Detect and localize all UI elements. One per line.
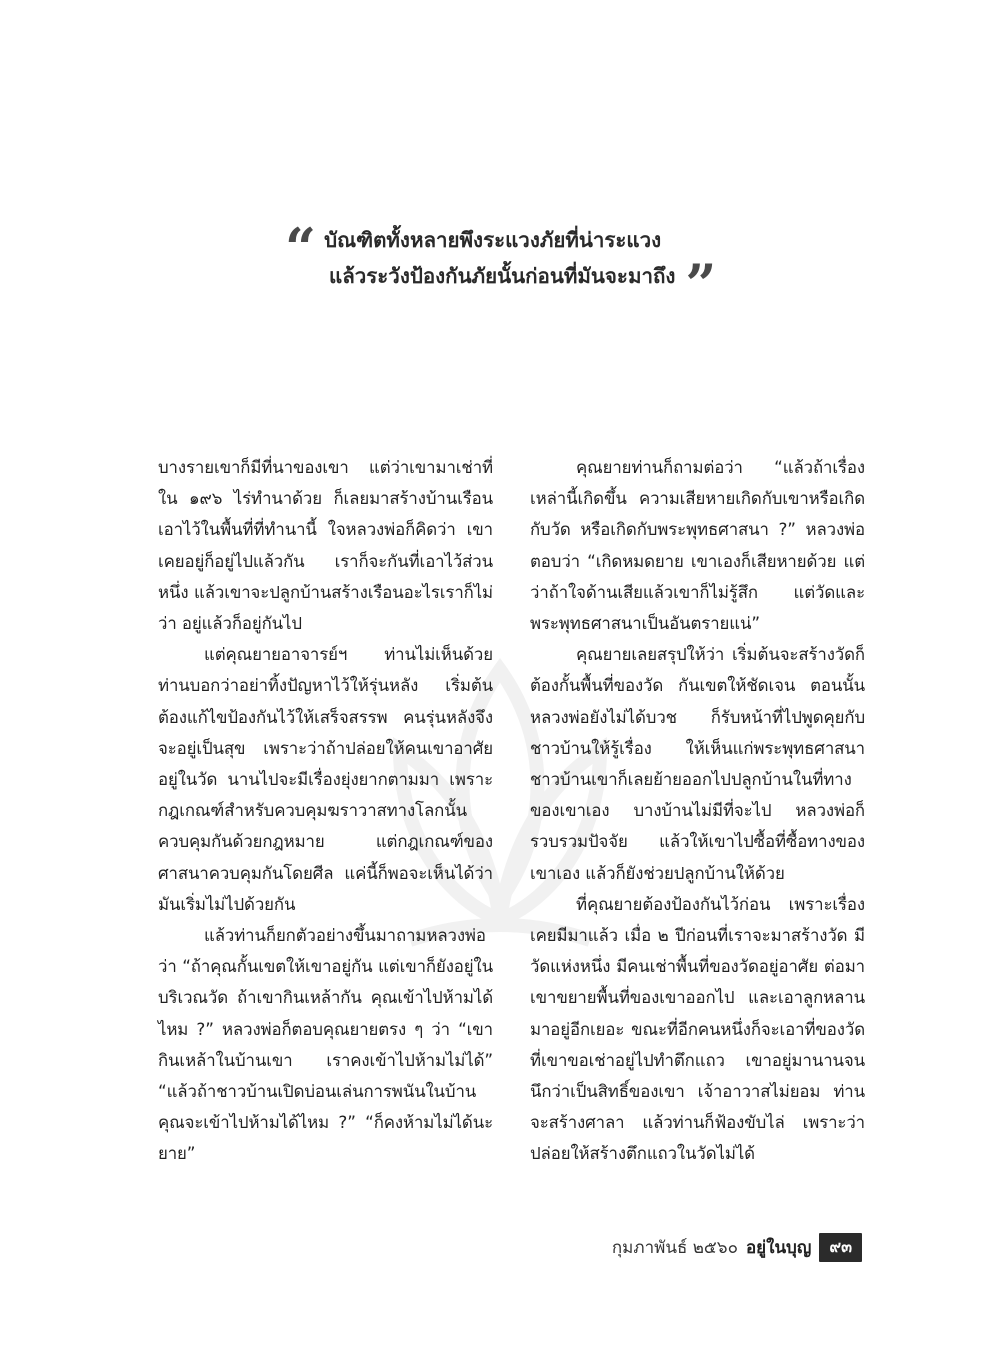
page-footer: [612, 1233, 862, 1262]
left-column: [158, 452, 493, 1170]
right-column: [530, 452, 865, 1170]
paragraph: แล้วท่านก็ยกตัวอย่างขึ้นมาถามหลวงพ่อว่า “ถ้าคุณกั้นเขตให้เขาอยู่กัน แต่เขาก็ยังอยู่ในบริเวณวัด ถ้าเขากินเหล้ากัน คุณเข้าไปห้ามได้ไหม ?” หลวงพ่อก็ตอบคุณยายตรง ๆ ว่า “เขากินเหล้าในบ้านเขา เราคงเข้าไปห้ามไม่ได้” “แล้วถ้าชาวบ้านเปิดบ่อนเล่นการพนันในบ้านคุณจะเข้าไปห้ามได้ไหม ?” “ก็คงห้ามไม่ได้นะยาย”: [158, 925, 493, 1164]
paragraph: คุณยายเลยสรุปให้ว่า เริ่มต้นจะสร้างวัดก็ต้องกั้นพื้นที่ของวัด กันเขตให้ชัดเจน ตอนนั้นหลวงพ่อยังไม่ได้บวช ก็รับหน้าที่ไปพูดคุยกับชาวบ้านให้รู้เรื่อง ให้เห็นแก่พระพุทธศาสนา ชาวบ้านเขาก็เลยย้ายออกไปปลูกบ้านในที่ทางของเขาเอง บางบ้านไม่มีที่จะไป หลวงพ่อก็รวบรวมปัจจัย แล้วให้เขาไปซื้อที่ซื้อทางของเขาเอง แล้วก็ยังช่วยปลูกบ้านให้ด้วย: [530, 644, 865, 883]
close-quote-mark: ”: [685, 252, 717, 316]
magazine-name: อยู่ในบุญ: [745, 1238, 812, 1258]
issue-date: กุมภาพันธ์ ๒๕๖๐: [611, 1238, 738, 1258]
open-quote-mark: “: [285, 216, 317, 280]
paragraph: แต่คุณยายอาจารย์ฯ ท่านไม่เห็นด้วย ท่านบอกว่าอย่าทิ้งปัญหาไว้ให้รุ่นหลัง เริ่มต้นต้องแก้ไขป้องกันไว้ให้เสร็จสรรพ คนรุ่นหลังจึงจะอยู่เป็นสุข เพราะว่าถ้าปล่อยให้คนเขาอาศัยอยู่ในวัด นานไปจะมีเรื่องยุ่งยากตามมา เพราะกฎเกณฑ์สำหรับควบคุมฆราวาสทางโลกนั้นควบคุมกันด้วยกฎหมาย แต่กฎเกณฑ์ของศาสนาควบคุมกันโดยศีล แค่นี้ก็พอจะเห็นได้ว่ามันเริ่มไม่ไปด้วยกัน: [158, 644, 493, 914]
paragraph: บางรายเขาก็มีที่นาของเขา แต่ว่าเขามาเช่าที่ใน ๑๙๖ ไร่ทำนาด้วย ก็เลยมาสร้างบ้านเรือนเอาไว้ในพื้นที่ที่ทำนานี้ ใจหลวงพ่อก็คิดว่า เขาเคยอยู่ก็อยู่ไปแล้วกัน เราก็จะกันที่เอาไว้ส่วนหนึ่ง แล้วเขาจะปลูกบ้านสร้างเรือนอะไรเราก็ไม่ว่า อยู่แล้วก็อยู่กันไป: [158, 457, 493, 634]
quote-line-2: แล้วระวังป้องกันภัยนั้นก่อนที่มันจะมาถึง: [329, 264, 676, 288]
page-number: ๙๓: [819, 1233, 862, 1262]
pull-quote: [285, 216, 745, 316]
paragraph: ที่คุณยายต้องป้องกันไว้ก่อน เพราะเรื่องเคยมีมาแล้ว เมื่อ ๒ ปีก่อนที่เราจะมาสร้างวัด มีวัดแห่งหนึ่ง มีคนเช่าพื้นที่ของวัดอยู่อาศัย ต่อมาเขาขยายพื้นที่ของเขาออกไป และเอาลูกหลานมาอยู่อีกเยอะ ขณะที่อีกคนหนึ่งก็จะเอาที่ของวัดที่เขาขอเช่าอยู่ไปทำตึกแถว เขาอยู่มานานจนนึกว่าเป็นสิทธิ์ของเขา เจ้าอาวาสไม่ยอม ท่านจะสร้างศาลา แล้วท่านก็ฟ้องขับไล่ เพราะว่าปล่อยให้สร้างตึกแถวในวัดไม่ได้: [530, 893, 865, 1164]
quote-line-1: บัณฑิตทั้งหลายพึงระแวงภัยที่น่าระแวง: [324, 228, 662, 252]
paragraph: คุณยายท่านก็ถามต่อว่า “แล้วถ้าเรื่องเหล่านี้เกิดขึ้น ความเสียหายเกิดกับเขาหรือเกิดกับวัด หรือเกิดกับพระพุทธศาสนา ?” หลวงพ่อตอบว่า “เกิดหมดยาย เขาเองก็เสียหายด้วย แต่ว่าถ้าใจด้านเสียแล้วเขาก็ไม่รู้สึก แต่วัดและพระพุทธศาสนาเป็นอันตรายแน่”: [530, 457, 865, 634]
